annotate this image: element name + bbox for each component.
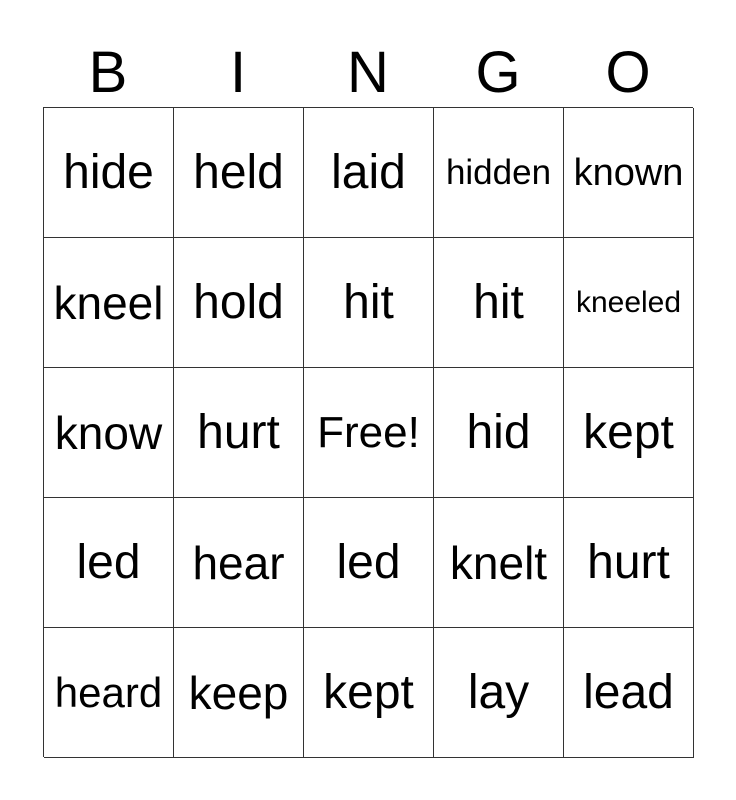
- cell-word: hit: [473, 275, 524, 329]
- header-letter-n: N: [347, 40, 389, 105]
- cell-word: hurt: [197, 405, 280, 459]
- cell-word: laid: [331, 145, 406, 199]
- cell-word: know: [54, 406, 163, 459]
- bingo-cell[interactable]: [434, 368, 564, 498]
- cell-word: held: [193, 145, 284, 199]
- bingo-cell[interactable]: [44, 108, 174, 238]
- cell-word: heard: [54, 668, 163, 716]
- cell-word: lead: [583, 665, 674, 719]
- cell-word: lay: [467, 665, 530, 719]
- cell-word: hid: [466, 405, 531, 459]
- free-space-cell[interactable]: [304, 368, 434, 498]
- cell-word: hear: [192, 536, 285, 589]
- cell-word: hold: [193, 275, 284, 329]
- header-letter-b: B: [88, 40, 128, 105]
- header-letter-g: G: [475, 40, 521, 105]
- bingo-cell[interactable]: [44, 498, 174, 628]
- bingo-header: [43, 40, 693, 106]
- bingo-cell[interactable]: [564, 498, 694, 628]
- cell-word: known: [573, 151, 684, 194]
- header-letter-o: O: [605, 40, 651, 105]
- cell-word: hide: [63, 145, 154, 199]
- bingo-cell[interactable]: [174, 108, 304, 238]
- bingo-cell[interactable]: [174, 628, 304, 758]
- cell-word: kept: [583, 405, 674, 459]
- cell-word: led: [76, 535, 141, 589]
- cell-word: kneel: [53, 276, 164, 329]
- bingo-cell[interactable]: [44, 368, 174, 498]
- cell-word: hurt: [587, 535, 670, 589]
- bingo-cell[interactable]: [564, 108, 694, 238]
- cell-word: hidden: [445, 153, 552, 192]
- bingo-cell[interactable]: [434, 628, 564, 758]
- bingo-cell[interactable]: [174, 498, 304, 628]
- cell-word: led: [336, 535, 401, 589]
- bingo-cell[interactable]: [434, 498, 564, 628]
- bingo-cell[interactable]: [304, 238, 434, 368]
- bingo-cell[interactable]: [304, 628, 434, 758]
- bingo-cell[interactable]: [434, 238, 564, 368]
- cell-word: hit: [343, 275, 394, 329]
- bingo-cell[interactable]: [564, 628, 694, 758]
- bingo-cell[interactable]: [44, 238, 174, 368]
- cell-word: keep: [188, 666, 289, 719]
- cell-word: kneeled: [575, 285, 682, 319]
- cell-word: knelt: [449, 536, 548, 589]
- bingo-cell[interactable]: [304, 498, 434, 628]
- bingo-board: [43, 107, 693, 757]
- bingo-cell[interactable]: [174, 368, 304, 498]
- bingo-cell[interactable]: [304, 108, 434, 238]
- free-space-label: Free!: [317, 407, 420, 457]
- cell-word: kept: [323, 665, 414, 719]
- bingo-cell[interactable]: [434, 108, 564, 238]
- bingo-cell[interactable]: [564, 238, 694, 368]
- bingo-cell[interactable]: [44, 628, 174, 758]
- bingo-cell[interactable]: [564, 368, 694, 498]
- bingo-cell[interactable]: [174, 238, 304, 368]
- header-letter-i: I: [229, 40, 247, 105]
